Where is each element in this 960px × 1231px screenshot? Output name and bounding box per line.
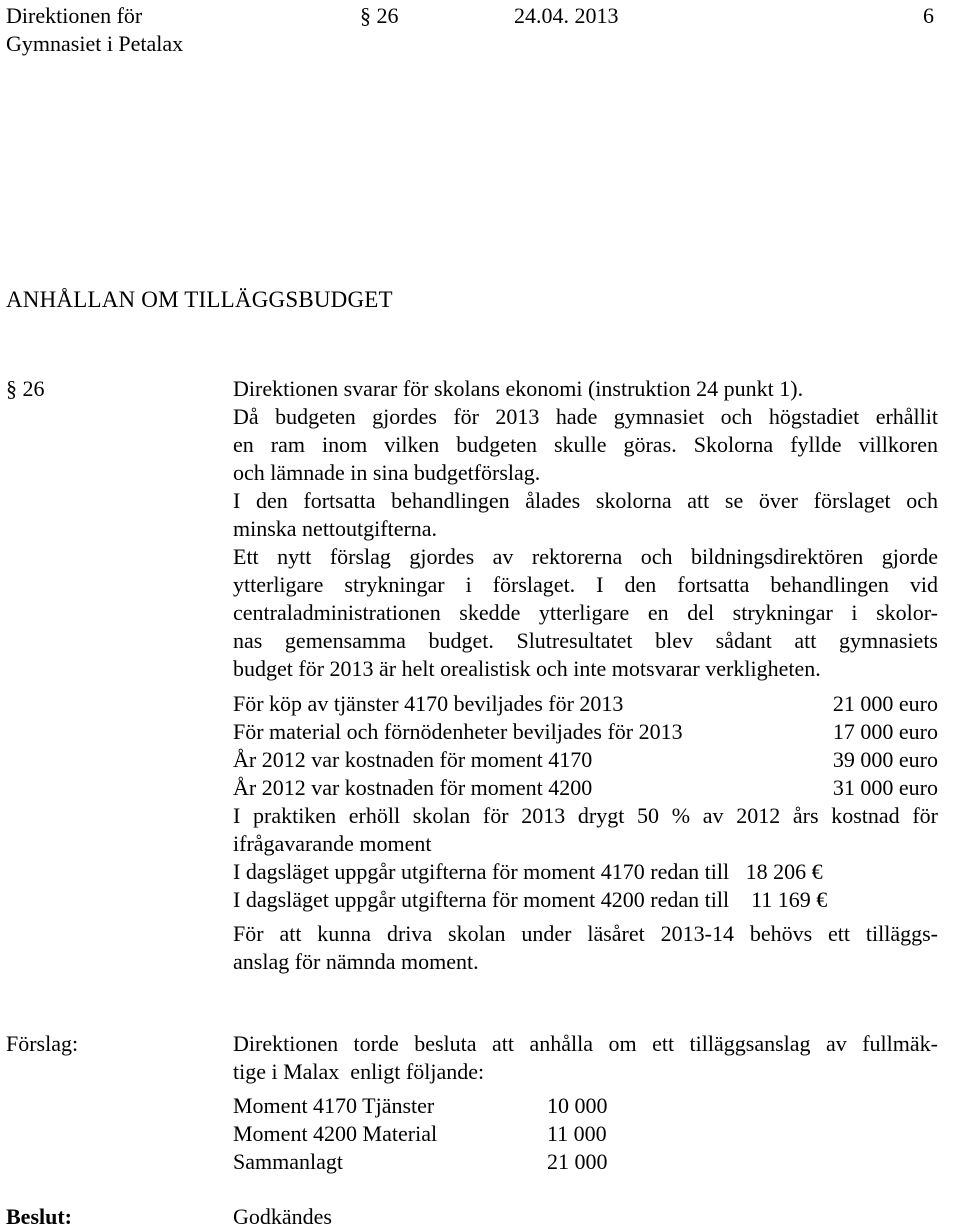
header-date: 24.04. 2013 bbox=[514, 3, 619, 28]
amount-row bbox=[233, 718, 938, 746]
amount-row bbox=[233, 774, 938, 802]
body-line: För att kunna driva skolan under läsåret 2013-14 behövs ett tilläggs- bbox=[233, 921, 938, 946]
header-paragraph-number: § 26 bbox=[360, 3, 399, 28]
proposal-item-name: Moment 4200 Material bbox=[233, 1121, 438, 1146]
header-page-number: 6 bbox=[923, 3, 934, 28]
body-line: Ett nytt förslag gjordes av rektorerna och bildningsdirektören gjorde bbox=[233, 544, 938, 569]
amount-row bbox=[233, 746, 938, 774]
section-number: § 26 bbox=[6, 376, 45, 401]
body-line: ytterligare strykningar i förslaget. I den fortsatta behandlingen vid bbox=[233, 572, 938, 597]
decision-label: Beslut: bbox=[6, 1204, 72, 1229]
body-line: nas gemensamma budget. Slutresultatet blev sådant att gymnasiets bbox=[233, 628, 938, 653]
proposal-item-amount: 10 000 bbox=[547, 1093, 608, 1118]
body-line: centraladministrationen skedde ytterligare en del strykningar i skolor- bbox=[233, 600, 938, 625]
header-organization-line1: Direktionen för bbox=[6, 3, 143, 28]
header-organization-line2: Gymnasiet i Petalax bbox=[6, 31, 184, 56]
proposal-label: Förslag: bbox=[6, 1031, 79, 1056]
amount-value: 39 000 euro bbox=[832, 747, 938, 772]
proposal-item-name: Moment 4170 Tjänster bbox=[233, 1093, 435, 1118]
current-expense-line: I dagsläget uppgår utgifterna för moment 4170 redan till 18 206 € bbox=[233, 859, 823, 884]
amount-value: 21 000 euro bbox=[832, 691, 938, 716]
body-line: I praktiken erhöll skolan för 2013 drygt 50 % av 2012 års kostnad för bbox=[233, 803, 938, 828]
body-line: Direktionen svarar för skolans ekonomi (instruktion 24 punkt 1). bbox=[233, 376, 804, 401]
amount-label: För köp av tjänster 4170 beviljades för 2013 bbox=[233, 691, 624, 716]
body-line: anslag för nämnda moment. bbox=[233, 949, 479, 974]
amount-value: 17 000 euro bbox=[832, 719, 938, 744]
decision-text: Godkändes bbox=[233, 1204, 332, 1229]
body-line: Då budgeten gjordes för 2013 hade gymnasiet och högstadiet erhållit bbox=[233, 404, 938, 429]
proposal-item-name: Sammanlagt bbox=[233, 1149, 343, 1174]
proposal-line: tige i Malax enligt följande: bbox=[233, 1059, 485, 1084]
proposal-line: Direktionen torde besluta att anhålla om ett tilläggsanslag av fullmäk- bbox=[233, 1031, 938, 1056]
current-expense-line: I dagsläget uppgår utgifterna för moment 4200 redan till 11 169 € bbox=[233, 887, 828, 912]
body-line: I den fortsatta behandlingen ålades skolorna att se över förslaget och bbox=[233, 488, 938, 513]
amount-value: 31 000 euro bbox=[832, 775, 938, 800]
amount-label: År 2012 var kostnaden för moment 4200 bbox=[233, 775, 593, 800]
proposal-item-amount: 21 000 bbox=[547, 1149, 608, 1174]
amount-row bbox=[233, 690, 938, 718]
body-line: minska nettoutgifterna. bbox=[233, 516, 438, 541]
amount-label: År 2012 var kostnaden för moment 4170 bbox=[233, 747, 593, 772]
body-line: ifrågavarande moment bbox=[233, 831, 432, 856]
proposal-item-amount: 11 000 bbox=[547, 1121, 607, 1146]
amount-label: För material och förnödenheter beviljades för 2013 bbox=[233, 719, 683, 744]
body-line: och lämnade in sina budgetförslag. bbox=[233, 460, 541, 485]
document-title: ANHÅLLAN OM TILLÄGGSBUDGET bbox=[6, 287, 393, 312]
body-line: en ram inom vilken budgeten skulle göras. Skolorna fyllde villkoren bbox=[233, 432, 938, 457]
body-line: budget för 2013 är helt orealistisk och inte motsvarar verkligheten. bbox=[233, 656, 821, 681]
